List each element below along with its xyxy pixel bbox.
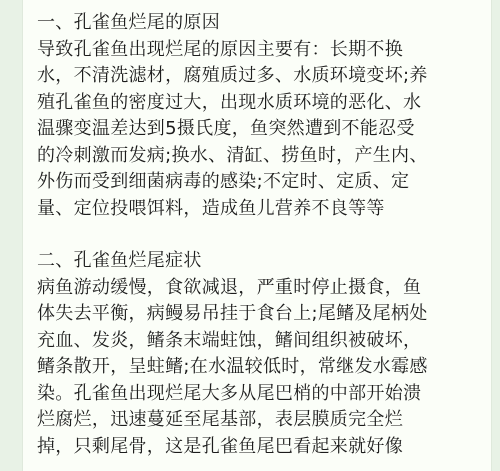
text-line: 掉，只剩尾骨，这是孔雀鱼尾巴看起来就好像: [37, 435, 403, 457]
text-line: 体失去平衡，病鳗易吊挂于食台上;尾鳍及尾柄处: [37, 303, 428, 324]
article-content: [37, 10, 482, 460]
paragraph-symptoms: [37, 275, 482, 461]
text-line: 导致孔雀鱼出现烂尾的原因主要有：长期不换: [37, 38, 403, 60]
text-line: 外伤而受到细菌病毒的感染;不定时、定质、定: [37, 171, 410, 192]
article-page: [22, 0, 492, 471]
text-line: 烂腐烂，迅速蔓延至尾基部，表层膜质完全烂: [37, 409, 403, 430]
text-line: 病鱼游动缓慢，食欲减退，严重时停止摄食，鱼: [37, 276, 422, 298]
text-line: 染。孔雀鱼出现烂尾大多从尾巴梢的中部开始溃: [37, 382, 422, 404]
text-line: 水，不清洗滤材，腐殖质过多、水质环境变坏;养: [37, 65, 428, 86]
text-line: 温骤变温差达到5摄氏度，鱼突然遭到不能忍受: [37, 118, 415, 139]
section-spacer: [37, 222, 482, 248]
paragraph-causes: [37, 37, 482, 223]
section-heading-causes: 一、孔雀鱼烂尾的原因: [37, 12, 220, 33]
text-line: 的冷刺激而发病;换水、清缸、捞鱼时，产生内、: [37, 144, 428, 166]
text-line: 鳍条散开，呈蛀鳍;在水温较低时，常继发水霉感: [37, 356, 428, 377]
section-heading-symptoms: 二、孔雀鱼烂尾症状: [37, 250, 202, 271]
text-line: 量、定位投喂饵料，造成鱼儿营养不良等等: [37, 197, 385, 219]
text-line: 充血、发炎，鳍条末端蛀蚀，鳍间组织被破坏，: [37, 329, 422, 351]
text-line: 殖孔雀鱼的密度过大，出现水质环境的恶化、水: [37, 91, 422, 113]
